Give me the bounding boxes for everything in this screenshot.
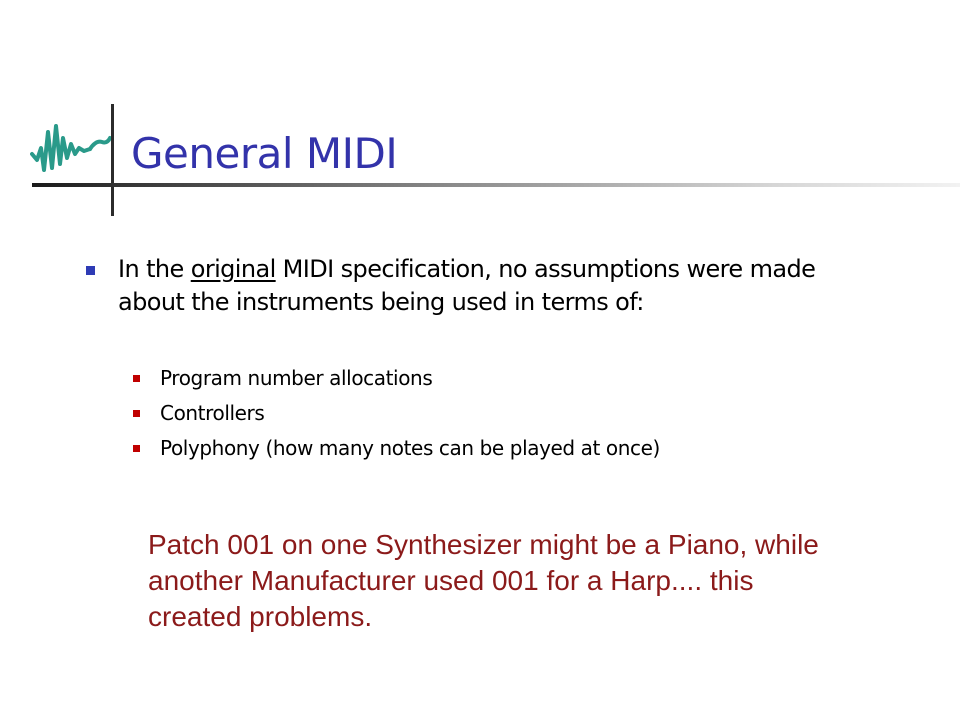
main-bullet-prefix: In the bbox=[118, 255, 191, 283]
waveform-icon bbox=[30, 118, 112, 180]
sub-bullet-marker bbox=[133, 445, 140, 452]
main-bullet-text bbox=[118, 253, 838, 319]
title-divider-vertical bbox=[111, 104, 114, 216]
sub-bullet-marker bbox=[133, 410, 140, 417]
title-divider-horizontal bbox=[32, 183, 960, 187]
main-bullet-suffix: MIDI specification, no assumptions were made about the instruments being used in terms of: bbox=[118, 255, 816, 316]
sub-bullet-marker bbox=[133, 375, 140, 382]
slide-title: General MIDI bbox=[131, 129, 398, 178]
main-bullet-emphasis: original bbox=[190, 255, 276, 283]
main-bullet-marker bbox=[86, 266, 95, 275]
sub-bullet-label: Controllers bbox=[160, 401, 265, 425]
sub-bullet-label: Polyphony (how many notes can be played at once) bbox=[160, 436, 660, 460]
note-text: Patch 001 on one Synthesizer might be a Piano, while another Manufacturer used 001 for a Harp.... this created problems. bbox=[148, 529, 819, 632]
sub-bullet-label: Program number allocations bbox=[160, 366, 433, 390]
